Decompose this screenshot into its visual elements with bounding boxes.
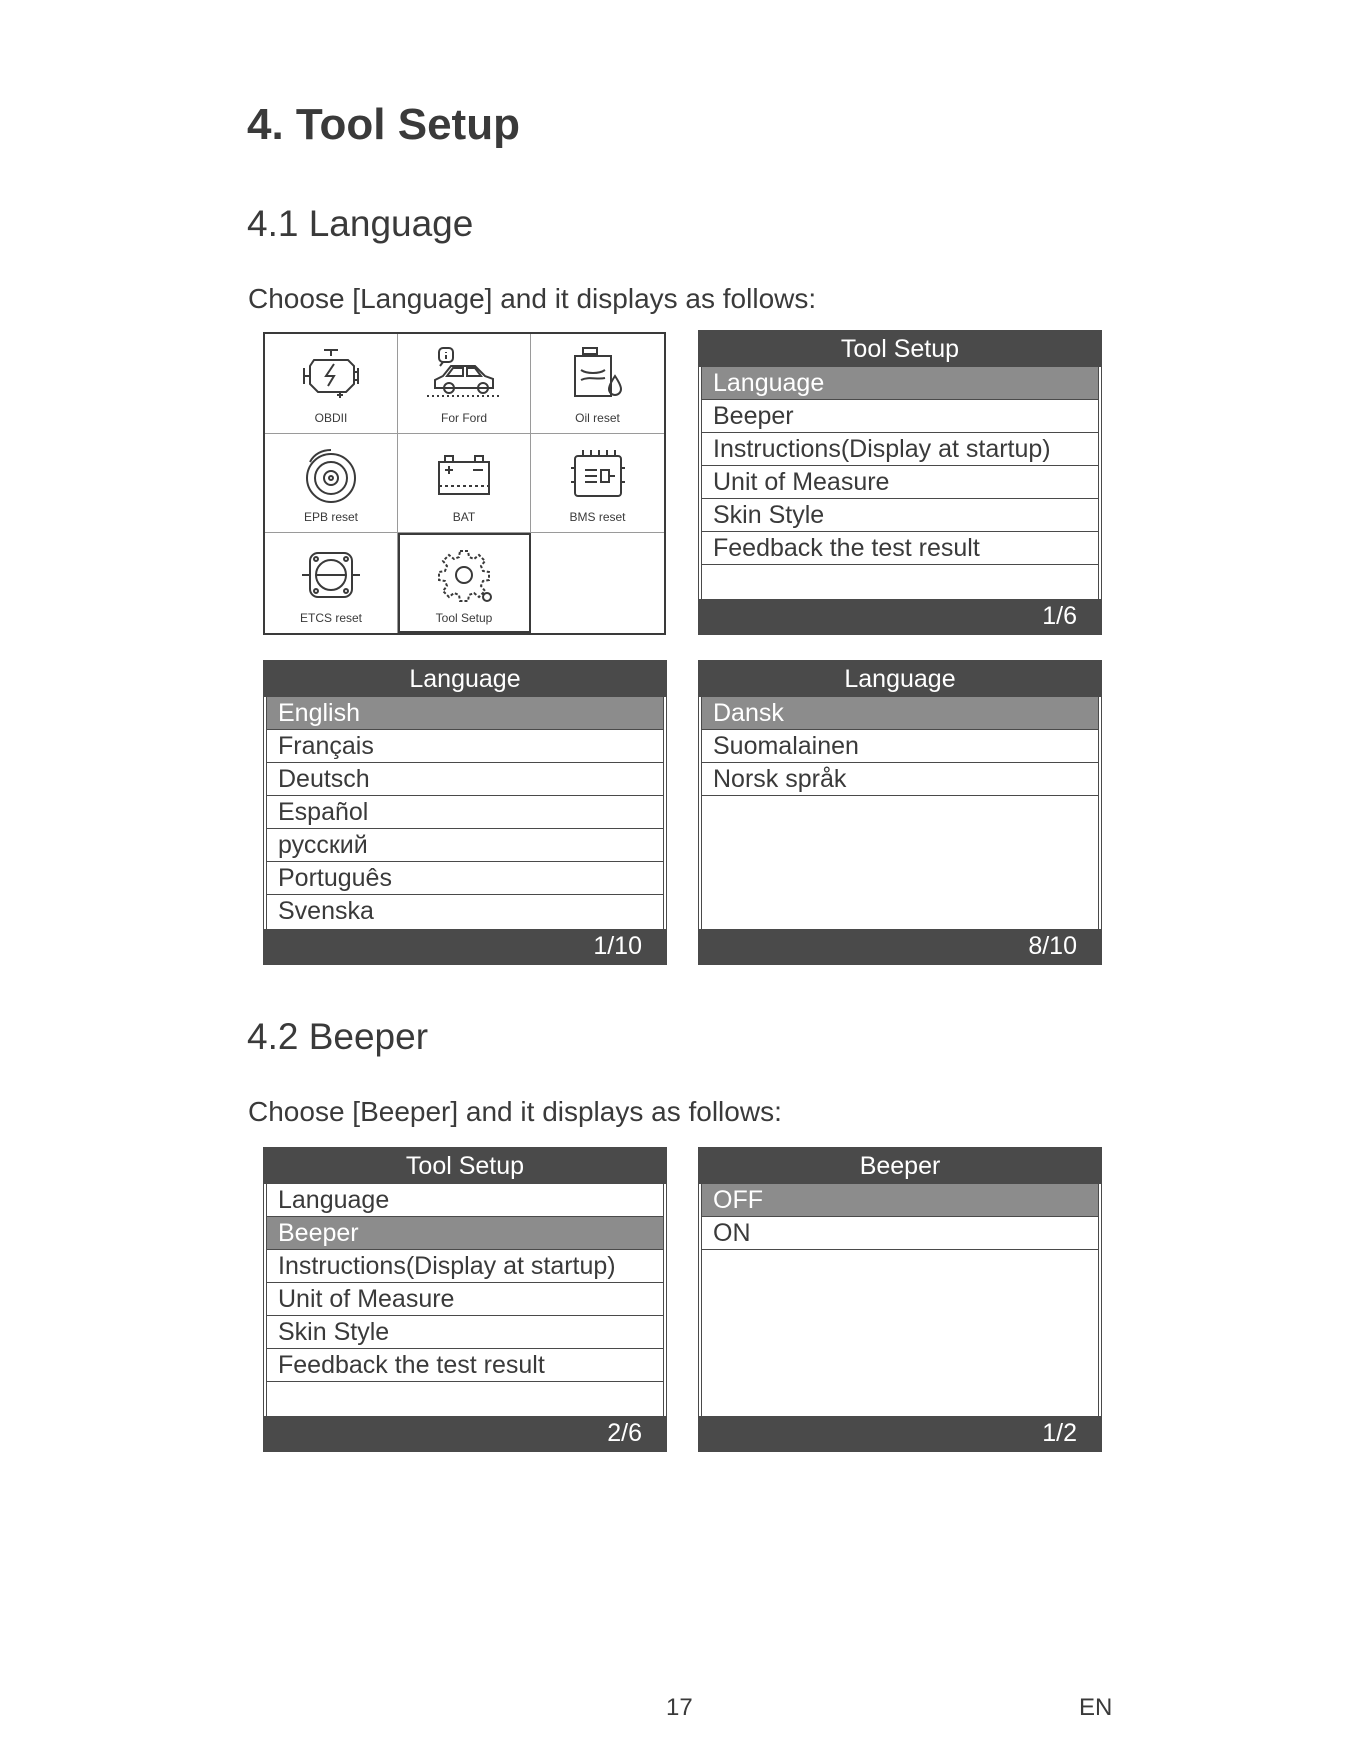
gear-icon xyxy=(433,545,495,603)
menu-row-language[interactable]: Language xyxy=(702,367,1098,400)
menu-row-unit-of-measure[interactable]: Unit of Measure xyxy=(267,1283,663,1316)
menu-list xyxy=(701,367,1099,599)
language-row-english[interactable]: English xyxy=(267,697,663,730)
menu-item-label: ETCS reset xyxy=(299,610,362,625)
menu-row-beeper[interactable]: Beeper xyxy=(702,400,1098,433)
screen-language-2 xyxy=(698,660,1102,965)
menu-item-bms-reset[interactable] xyxy=(531,434,664,534)
section-title-language: 4.1 Language xyxy=(247,203,474,244)
page-number: 17 xyxy=(666,1694,693,1721)
menu-item-epb-reset[interactable] xyxy=(265,434,398,534)
menu-item-oil-reset[interactable] xyxy=(531,334,664,434)
menu-item-obdii[interactable] xyxy=(265,334,398,434)
page-indicator: 1/2 xyxy=(699,1416,1101,1451)
language-row-suomalainen[interactable]: Suomalainen xyxy=(702,730,1098,763)
engine-icon xyxy=(296,346,366,400)
bms-icon xyxy=(567,446,629,502)
menu-row-language[interactable]: Language xyxy=(267,1184,663,1217)
menu-row-skin-style[interactable]: Skin Style xyxy=(702,499,1098,532)
page-indicator: 2/6 xyxy=(264,1416,666,1451)
screen-beeper xyxy=(698,1147,1102,1452)
language-row-portugues[interactable]: Português xyxy=(267,862,663,895)
battery-icon xyxy=(431,446,497,502)
language-row-francais[interactable]: Français xyxy=(267,730,663,763)
screen-title: Tool Setup xyxy=(264,1148,666,1184)
menu-item-bat[interactable] xyxy=(398,434,531,534)
main-menu-grid xyxy=(263,332,666,635)
section-intro-beeper: Choose [Beeper] and it displays as follows: xyxy=(248,1096,782,1127)
menu-list xyxy=(266,1184,664,1416)
screen-title: Language xyxy=(699,661,1101,697)
menu-row-feedback[interactable]: Feedback the test result xyxy=(702,532,1098,565)
menu-row-instructions[interactable]: Instructions(Display at startup) xyxy=(267,1250,663,1283)
menu-item-etcs-reset[interactable] xyxy=(265,533,398,633)
screen-title: Beeper xyxy=(699,1148,1101,1184)
menu-row-instructions[interactable]: Instructions(Display at startup) xyxy=(702,433,1098,466)
menu-row-beeper[interactable]: Beeper xyxy=(267,1217,663,1250)
beeper-option-off[interactable]: OFF xyxy=(702,1184,1098,1217)
menu-item-label: EPB reset xyxy=(303,510,359,525)
menu-row-blank xyxy=(702,565,1098,598)
screen-title: Tool Setup xyxy=(699,331,1101,367)
language-list xyxy=(266,697,664,929)
menu-row-feedback[interactable]: Feedback the test result xyxy=(267,1349,663,1382)
language-row-russian[interactable]: русский xyxy=(267,829,663,862)
language-row-deutsch[interactable]: Deutsch xyxy=(267,763,663,796)
language-row-norsk[interactable]: Norsk språk xyxy=(702,763,1098,796)
menu-row-unit-of-measure[interactable]: Unit of Measure xyxy=(702,466,1098,499)
footer-language: EN xyxy=(1079,1694,1113,1721)
menu-item-label: BMS reset xyxy=(569,510,626,525)
language-row-svenska[interactable]: Svenska xyxy=(278,897,374,925)
screen-language-1 xyxy=(263,660,667,965)
menu-row-blank xyxy=(267,1382,663,1415)
menu-item-label: Tool Setup xyxy=(435,610,493,625)
page-heading: 4. Tool Setup xyxy=(247,100,520,149)
page-indicator: 1/6 xyxy=(699,599,1101,634)
screen-title: Language xyxy=(264,661,666,697)
menu-item-label: OBDII xyxy=(314,410,348,425)
page-indicator: 8/10 xyxy=(699,929,1101,964)
beeper-option-on[interactable]: ON xyxy=(702,1217,1098,1250)
menu-item-label: For Ford xyxy=(440,410,487,425)
language-row-dansk[interactable]: Dansk xyxy=(702,697,1098,730)
menu-item-label: BAT xyxy=(452,510,476,525)
menu-row-skin-style[interactable]: Skin Style xyxy=(267,1316,663,1349)
language-row-espanol[interactable]: Español xyxy=(267,796,663,829)
beeper-option-list xyxy=(701,1184,1099,1416)
car-icon xyxy=(425,346,503,402)
section-title-beeper: 4.2 Beeper xyxy=(247,1016,429,1057)
language-list xyxy=(701,697,1099,929)
brake-disc-icon xyxy=(300,446,362,506)
menu-item-for-ford[interactable] xyxy=(398,334,531,434)
oil-can-icon xyxy=(567,346,629,402)
menu-item-tool-setup[interactable] xyxy=(398,533,531,633)
menu-item-empty xyxy=(531,533,664,633)
screen-tool-setup-2 xyxy=(263,1147,667,1452)
menu-item-label: Oil reset xyxy=(575,410,620,425)
throttle-icon xyxy=(300,545,362,603)
page-indicator: 1/10 xyxy=(264,929,666,964)
screen-tool-setup-1 xyxy=(698,330,1102,635)
section-intro-language: Choose [Language] and it displays as follows: xyxy=(248,283,817,314)
